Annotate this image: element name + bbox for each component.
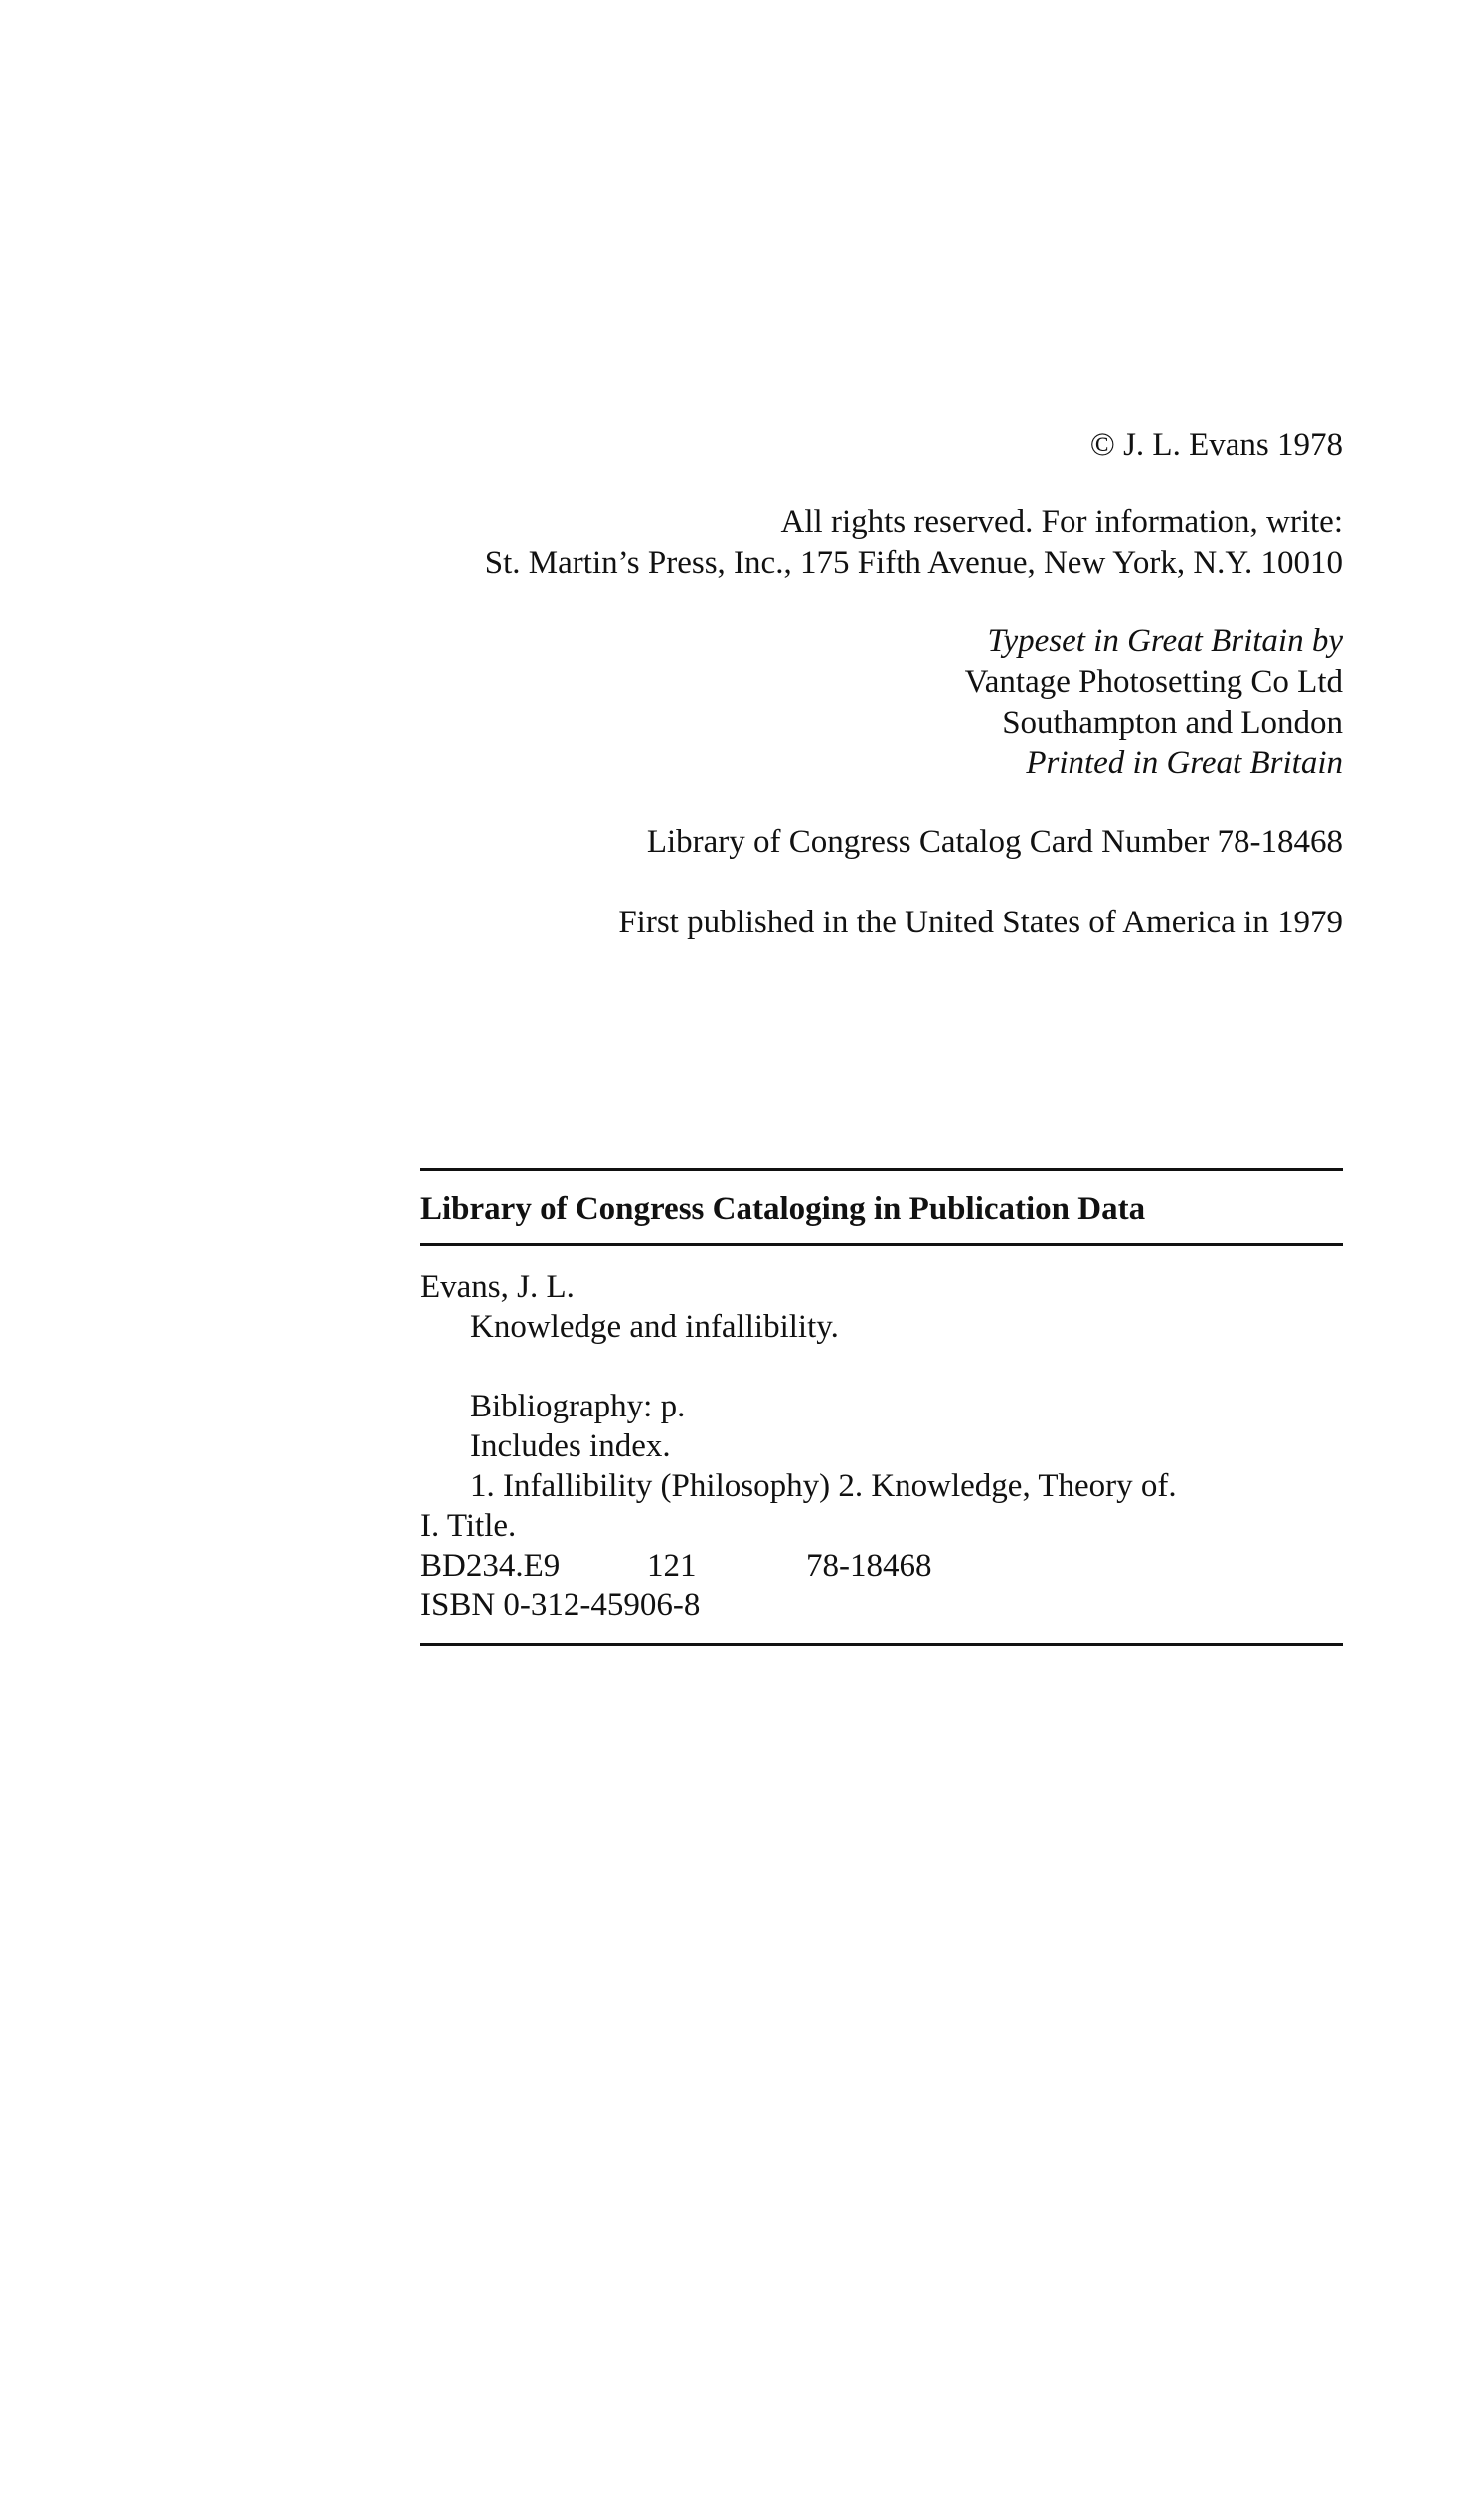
printed-line: Printed in Great Britain (1026, 746, 1343, 781)
cip-block (420, 1168, 1343, 1646)
catalog-card-number: Library of Congress Catalog Card Number 78-18468 (646, 824, 1343, 860)
copyright-line: © J. L. Evans 1978 (1089, 427, 1343, 463)
cip-bibliography: Bibliography: p. (470, 1389, 686, 1424)
cip-dewey-number: 121 (647, 1548, 697, 1583)
cip-lccn: 78-18468 (806, 1548, 932, 1583)
cip-subjects: 1. Infallibility (Philosophy) 2. Knowledge, Theory of. (470, 1468, 1177, 1504)
cip-call-number: BD234.E9 (420, 1548, 561, 1583)
typesetter-location: Southampton and London (1002, 705, 1343, 741)
cip-heading: Library of Congress Cataloging in Publication Data (420, 1191, 1146, 1227)
typeset-label: Typeset in Great Britain by (987, 623, 1343, 659)
cip-body (420, 1246, 1343, 1643)
cip-bottom-rule (420, 1643, 1343, 1646)
cip-author: Evans, J. L. (420, 1269, 575, 1305)
rights-line: All rights reserved. For information, write: (780, 504, 1343, 540)
cip-classification-row (420, 1546, 1343, 1585)
cip-title: Knowledge and infallibility. (470, 1309, 839, 1345)
publisher-address: St. Martin’s Press, Inc., 175 Fifth Avenue, New York, N.Y. 10010 (484, 545, 1343, 581)
imprint-block (150, 425, 1343, 943)
cip-title-entry: I. Title. (420, 1508, 517, 1544)
cip-isbn: ISBN 0-312-45906-8 (420, 1587, 701, 1623)
cip-index-note: Includes index. (470, 1428, 671, 1464)
cip-spacer (420, 1347, 1343, 1387)
typesetter-name: Vantage Photosetting Co Ltd (964, 664, 1343, 700)
first-published-line: First published in the United States of America in 1979 (618, 905, 1343, 940)
